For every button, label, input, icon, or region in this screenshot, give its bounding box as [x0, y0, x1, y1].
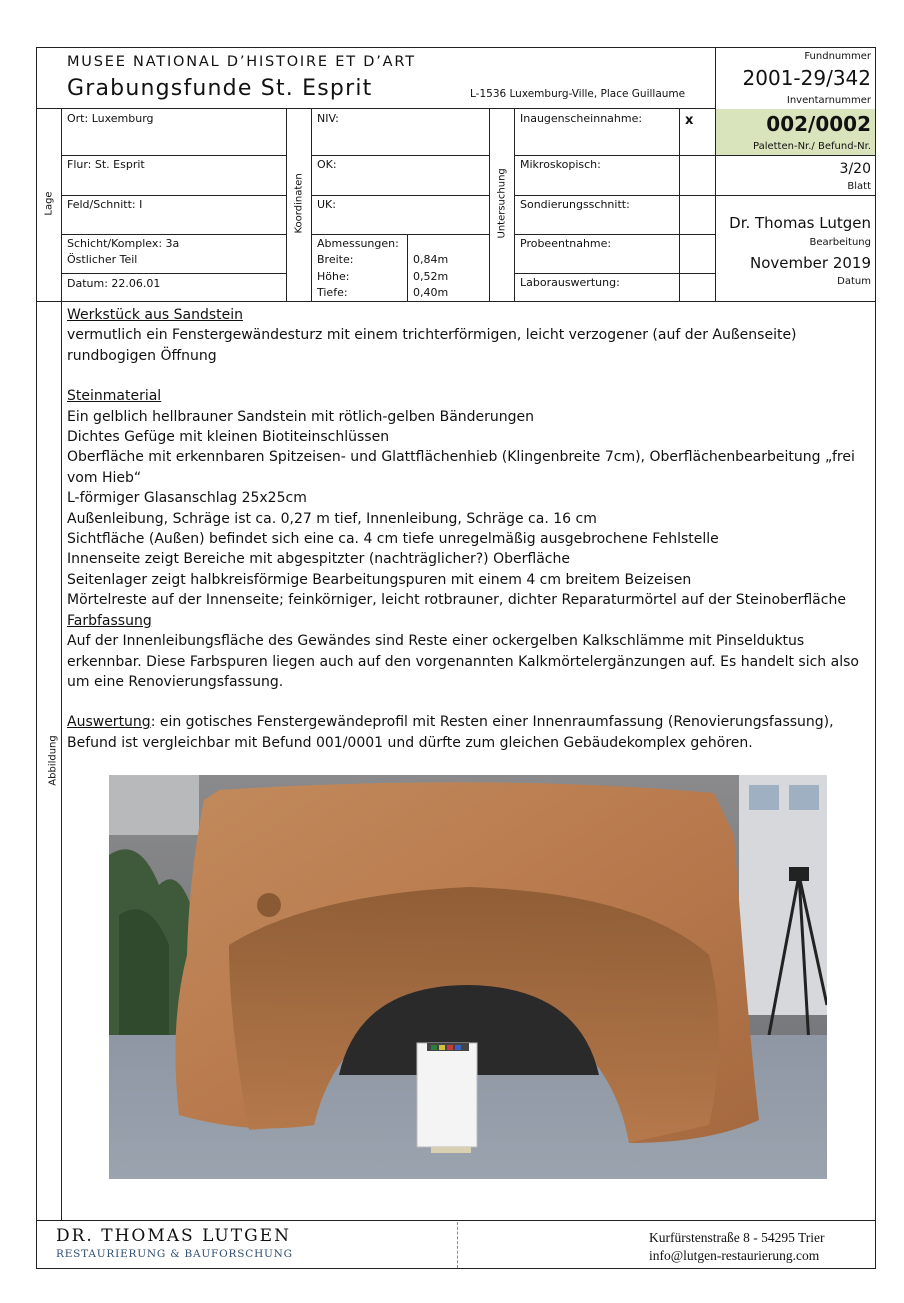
koord-hoehe: 0,52m: [413, 270, 449, 283]
stein-line-5: Außenleibung, Schräge ist ca. 0,27 m tief, Innenleibung, Schräge ca. 16 cm: [67, 510, 597, 527]
inventarnummer-value: 002/0002: [766, 112, 871, 136]
description-body: [67, 305, 873, 753]
unter-inaugenschein: Inaugenscheinnahme:: [520, 112, 643, 125]
heading-auswertung: Auswertung: [67, 714, 151, 731]
koord-row-line: [311, 155, 489, 156]
col-divider-2: [311, 108, 312, 302]
grid-bottom: [36, 301, 876, 302]
unter-mikroskopisch: Mikroskopisch:: [520, 158, 601, 171]
bearbeitung-label: Bearbeitung: [809, 237, 871, 248]
unter-row-line: [514, 195, 716, 196]
stein-line-9: Mörtelreste auf der Innenseite; feinkörniger, leicht rotbrauner, dichter Reparaturmörtel auf der Steinoberfläche: [67, 592, 846, 609]
unter-row-line: [514, 273, 716, 274]
col-left-label-divider: [61, 108, 62, 1220]
footer-email: info@lutgen-restaurierung.com: [649, 1248, 820, 1263]
heading-steinmaterial: Steinmaterial: [67, 388, 162, 405]
blatt-value: 3/20: [839, 161, 871, 177]
koord-tiefe-label: Tiefe:: [317, 286, 348, 299]
fundnummer-label: Fundnummer: [804, 51, 871, 62]
lage-label: Lage: [43, 191, 55, 216]
stone-photo-illustration: [109, 775, 827, 1179]
stein-line-7: Innenseite zeigt Bereiche mit abgespitzter (nachträglicher?) Oberfläche: [67, 551, 570, 568]
unter-row-line: [514, 155, 716, 156]
datum-value: November 2019: [750, 254, 871, 272]
address: L-1536 Luxemburg-Ville, Place Guillaume: [470, 88, 686, 100]
koord-ok: OK:: [317, 158, 337, 171]
koord-abmessungen: Abmessungen:: [317, 237, 399, 250]
header-divider: [36, 108, 716, 109]
frame-right: [875, 47, 876, 1269]
unter-sondierung: Sondierungsschnitt:: [520, 198, 630, 211]
bearbeiter-name: Dr. Thomas Lutgen: [729, 214, 871, 232]
stein-line-6: Sichtfläche (Außen) befindet sich eine ca. 4 cm tiefe unregelmäßig ausgebrochene Fehlstelle: [67, 531, 719, 548]
lage-flur: Flur: St. Esprit: [67, 158, 145, 171]
stein-line-3: Oberfläche mit erkennbaren Spitzeisen- und Glattflächenhieb (Klingenbreite 7cm), Oberflächenbearbeitung „frei vom Hieb“: [67, 449, 855, 486]
heading-werkstueck: Werkstück aus Sandstein: [67, 307, 243, 323]
abbildung-label: Abbildung: [47, 735, 59, 786]
koord-hoehe-label: Höhe:: [317, 270, 350, 283]
koord-breite: 0,84m: [413, 253, 449, 266]
koord-breite-label: Breite:: [317, 253, 354, 266]
untersuchung-label: Untersuchung: [496, 168, 508, 239]
blatt-label: Blatt: [847, 181, 871, 192]
werkstueck-text: vermutlich ein Fenstergewändesturz mit einem trichterförmigen, leicht verzogener (auf der Außenseite) rundbogigen Öffnung: [67, 327, 797, 364]
lage-ort: Ort: Luxemburg: [67, 112, 154, 125]
footer-top: [36, 1220, 876, 1221]
lage-feld: Feld/Schnitt: I: [67, 198, 143, 211]
lage-row-line: [61, 195, 286, 196]
koord-niv: NIV:: [317, 112, 339, 125]
frame-top: [36, 47, 876, 48]
inventarnummer-label: Inventarnummer: [786, 95, 871, 106]
koordinaten-label: Koordinaten: [293, 173, 305, 234]
lage-row-line: [61, 234, 286, 235]
museum-name: MUSEE NATIONAL D’HISTOIRE ET D’ART: [67, 54, 416, 70]
koord-tiefe: 0,40m: [413, 286, 449, 299]
paletten-label: Paletten-Nr./ Befund-Nr.: [753, 141, 871, 152]
stein-line-4: L-förmiger Glasanschlag 25x25cm: [67, 490, 307, 507]
lage-schicht: Schicht/Komplex: 3a: [67, 237, 180, 250]
stein-line-1: Ein gelblich hellbrauner Sandstein mit rötlich-gelben Bänderungen: [67, 408, 535, 425]
col-divider-1: [286, 108, 287, 302]
unter-labor: Laborauswertung:: [520, 276, 620, 289]
right-row-line: [716, 155, 876, 156]
koord-row-line: [311, 234, 489, 235]
fundnummer-value: 2001-29/342: [742, 66, 871, 90]
frame-bottom: [36, 1268, 876, 1269]
right-row-line: [716, 195, 876, 196]
auswertung-paragraph: [67, 712, 873, 753]
heading-farbfassung: Farbfassung: [67, 612, 152, 629]
frame-left: [36, 47, 37, 1269]
footer-subtitle: RESTAURIERUNG & BAUFORSCHUNG: [56, 1248, 293, 1260]
farbfassung-text: Auf der Innenleibungsfläche des Gewändes sind Reste einer ockergelben Kalkschlämme mit Pinselduktus erkennbar. Diese Farbspuren liegen auch auf den vorgenannten Kalkmörtelergänzungen auf. Es handelt sich also um eine Renovierungsfassung.: [67, 633, 859, 690]
unter-probe: Probeentnahme:: [520, 237, 612, 250]
koord-row-line: [311, 195, 489, 196]
stein-line-8: Seitenlager zeigt halbkreisförmige Bearbeitungspuren mit einem 4 cm breitem Beizeisen: [67, 571, 692, 588]
footer-dashed-divider: [457, 1222, 458, 1268]
stein-line-2: Dichtes Gefüge mit kleinen Biotiteinschlüssen: [67, 429, 390, 446]
page-title: Grabungsfunde St. Esprit: [67, 76, 373, 101]
col-divider-3: [489, 108, 490, 302]
lage-row-line: [61, 273, 286, 274]
auswertung-text: : ein gotisches Fenstergewändeprofil mit Resten einer Innenraumfassung (Renovierungsfassung), Befund ist vergleichbar mit Befund 001/0001 und dürfte zum gleichen Gebäudekomplex gehören.: [67, 714, 834, 751]
koord-uk: UK:: [317, 198, 336, 211]
header-vdivider: [715, 47, 716, 302]
lage-row-line: [61, 155, 286, 156]
lage-datum: Datum: 22.06.01: [67, 277, 161, 290]
unter-mark: x: [685, 113, 694, 128]
footer-name: DR. THOMAS LUTGEN: [56, 1226, 291, 1246]
koord-inner-divider: [407, 234, 408, 302]
lage-schicht-sub: Östlicher Teil: [67, 253, 138, 266]
stone-photo: [109, 775, 827, 1179]
unter-row-line: [514, 234, 716, 235]
footer-address: Kurfürstenstraße 8 - 54295 Trier: [649, 1230, 825, 1245]
datum-label: Datum: [837, 276, 871, 287]
